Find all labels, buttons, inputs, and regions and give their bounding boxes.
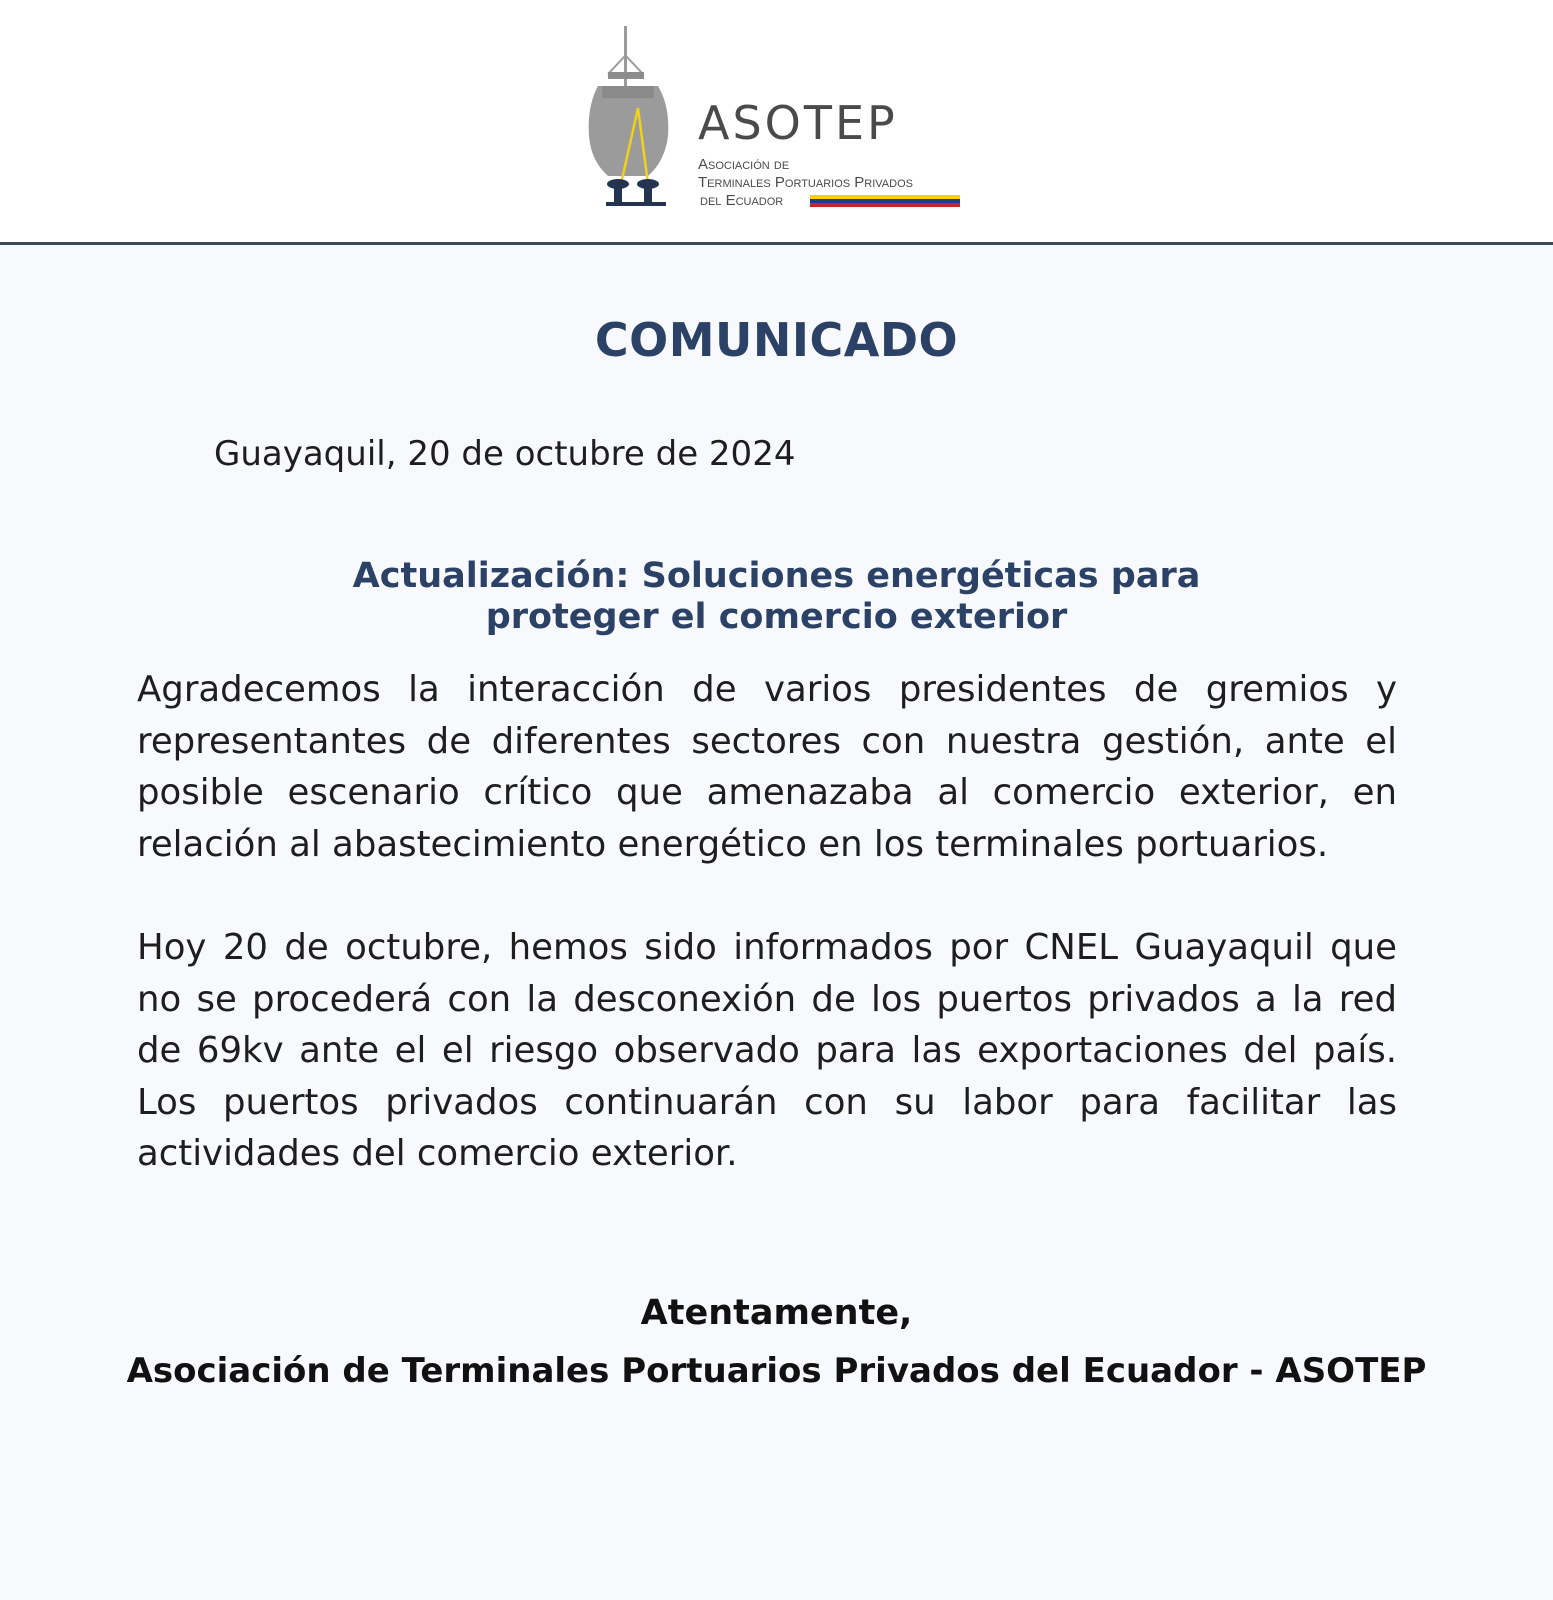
header-divider [0, 242, 1553, 245]
document-subtitle [0, 556, 1553, 638]
closing-salutation: Atentamente, [640, 1293, 913, 1333]
paragraph-2: Hoy 20 de octubre, hemos sido informados por CNEL Guayaquil que no se procederá con la desconexión de los puertos privados a la red de 69kv ante el el riesgo observado para las exportaciones del país. Los puertos privados continuarán con su labor para facilitar las actividades del comercio exterior. [137, 927, 1397, 1174]
signature-block [0, 1290, 1553, 1394]
paragraph-1: Agradecemos la interacción de varios presidentes de gremios y representantes de diferentes sectores con nuestra gestión, ante el posible escenario crítico que amenazaba al comercio exterior, en relación al abastecimiento energético en los terminales portuarios. [137, 669, 1397, 865]
subtitle-line-1: Actualización: Soluciones energéticas para [352, 556, 1201, 596]
document-date: Guayaquil, 20 de octubre de 2024 [214, 434, 796, 474]
asotep-logo [588, 26, 968, 216]
document-title: COMUNICADO [594, 313, 959, 367]
logo-wordmark: ASOTEP [698, 96, 898, 150]
letterhead [0, 0, 1553, 242]
signature-organization: Asociación de Terminales Portuarios Privados del Ecuador - ASOTEP [126, 1351, 1427, 1391]
flag-red [810, 203, 960, 207]
logo-subtitle-line-3: del Ecuador [700, 192, 784, 209]
logo-subtitle-line-2: Terminales Portuarios Privados [698, 174, 913, 191]
subtitle-line-2: proteger el comercio exterior [485, 597, 1068, 637]
ecuador-flag-stripe [810, 195, 960, 207]
ship-bollard-icon [588, 26, 678, 212]
logo-subtitle-line-1: Asociación de [698, 156, 790, 173]
